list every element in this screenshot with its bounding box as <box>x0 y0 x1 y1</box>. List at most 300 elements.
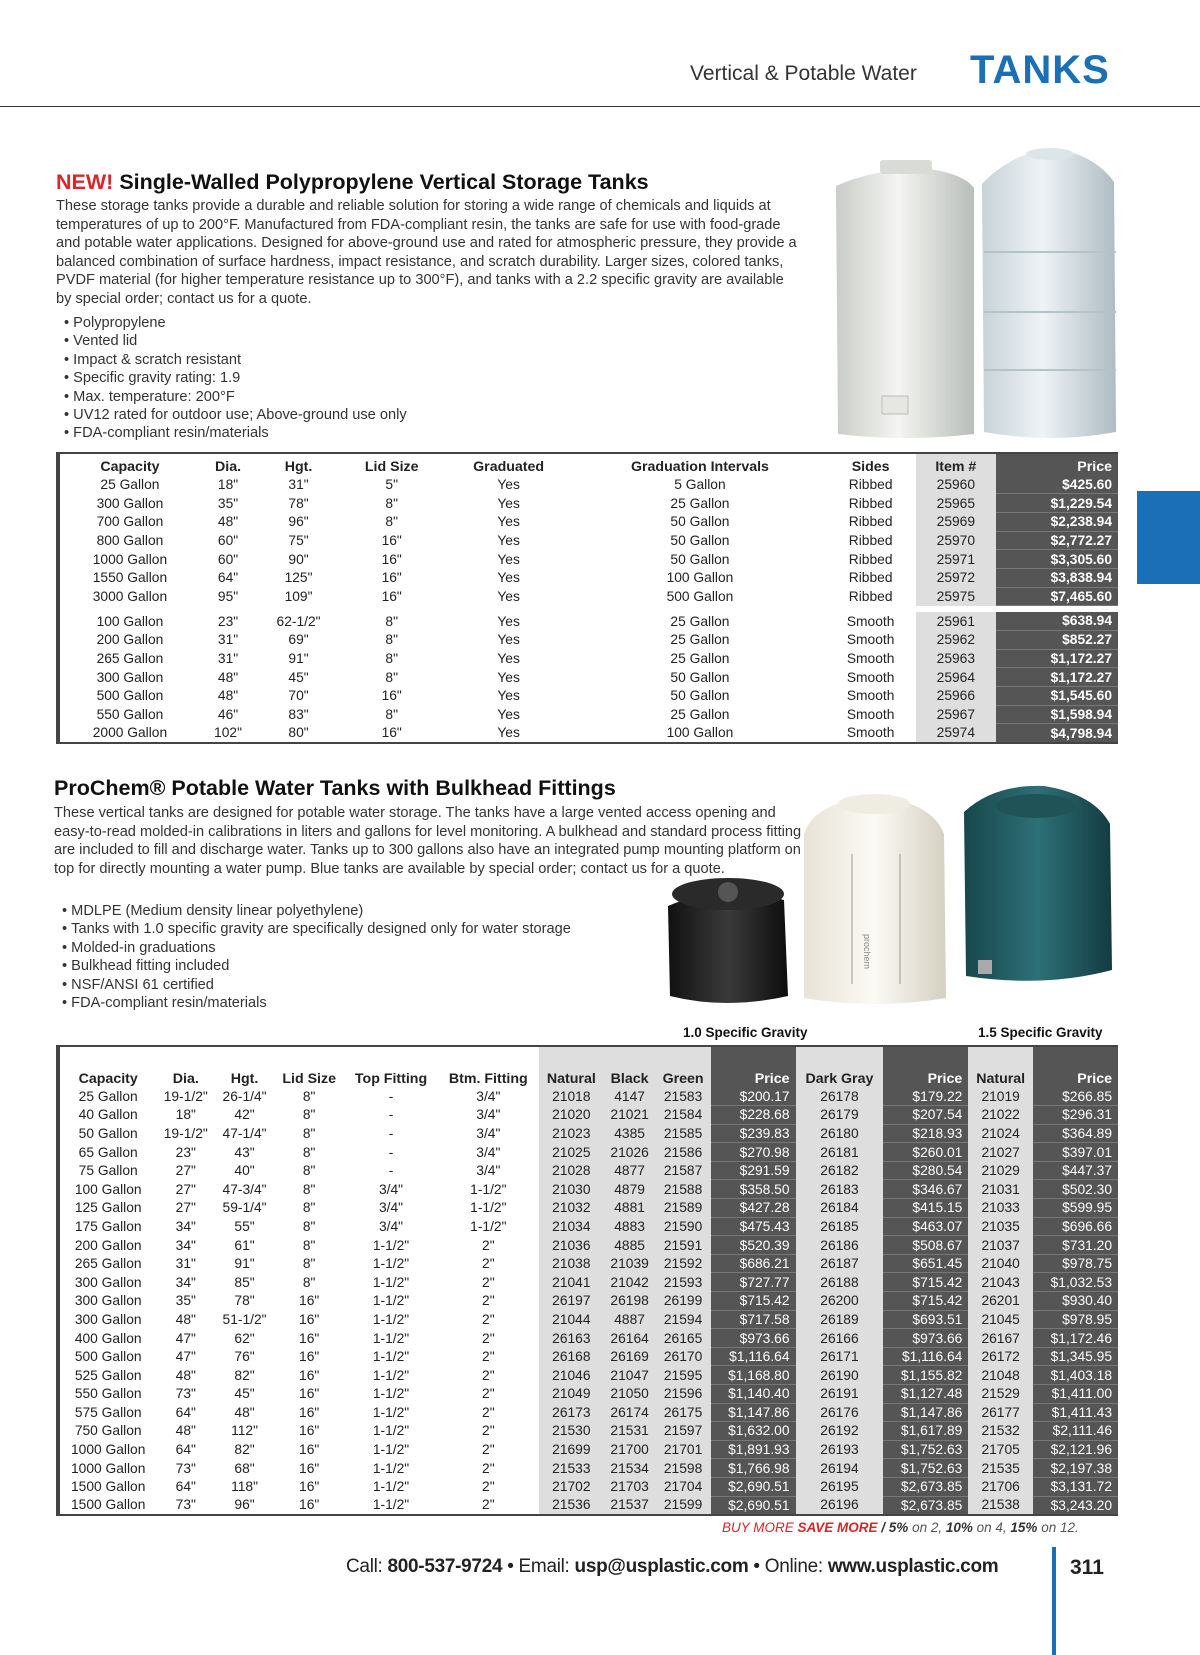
table-row <box>58 568 1118 587</box>
table-cell: 16" <box>381 532 402 548</box>
price-cell: $2,111.46 <box>1033 1422 1118 1441</box>
table-cell: 300 Gallon <box>58 1310 156 1329</box>
table-cell: 82" <box>234 1442 255 1458</box>
table-cell: 21028 <box>539 1161 604 1180</box>
call-label: Call: <box>346 1556 388 1577</box>
table-cell: 21533 <box>539 1459 604 1478</box>
column-header: Natural <box>968 1046 1033 1087</box>
table-cell: Smooth <box>846 669 895 685</box>
table-cell: 42" <box>234 1107 255 1123</box>
table-cell: 21537 <box>604 1496 656 1515</box>
table-cell: 25960 <box>916 475 995 494</box>
feature-item: • Vented lid <box>64 332 407 350</box>
price-cell: $3,131.72 <box>1033 1477 1118 1496</box>
contact-footer <box>346 1556 998 1578</box>
table-cell: 2" <box>482 1386 495 1402</box>
table-cell: 26197 <box>539 1292 604 1311</box>
table-cell: 23" <box>217 613 239 629</box>
table-cell: 40" <box>234 1163 255 1179</box>
table-cell: 2" <box>482 1237 495 1253</box>
table-cell: 47-3/4" <box>222 1181 267 1197</box>
price-cell: $7,465.60 <box>996 587 1118 606</box>
table-cell: 1-1/2" <box>372 1423 410 1439</box>
table-cell: 48" <box>175 1367 196 1383</box>
product-title-2: ProChem® Potable Water Tanks with Bulkhead Fittings <box>54 776 616 800</box>
table-cell: 1550 Gallon <box>58 568 200 587</box>
table-cell: 80" <box>288 725 309 741</box>
column-header: Graduation Intervals <box>630 459 769 475</box>
table-cell: 25965 <box>916 494 995 513</box>
table-cell: 2" <box>482 1460 495 1476</box>
table-row <box>58 1366 1118 1385</box>
table-cell: 2" <box>482 1349 495 1365</box>
table-row <box>58 1292 1118 1311</box>
table-cell: 16" <box>381 588 402 604</box>
table-cell: 26193 <box>796 1440 884 1459</box>
table-cell: 21027 <box>968 1143 1033 1162</box>
table-cell: Ribbed <box>848 532 893 548</box>
table-cell: 21033 <box>968 1199 1033 1218</box>
price-cell: $2,673.85 <box>883 1496 968 1515</box>
table-cell: 125" <box>284 570 313 586</box>
table-cell: 21021 <box>604 1106 656 1125</box>
table-cell: 48" <box>217 514 239 530</box>
table-cell: 1-1/2" <box>372 1293 410 1309</box>
discount-text-3: on 12. <box>1037 1520 1079 1535</box>
table-cell: 300 Gallon <box>58 1273 156 1292</box>
table-cell: 2" <box>482 1497 495 1513</box>
table-row <box>58 668 1118 687</box>
column-header: Price <box>711 1046 796 1087</box>
table-cell: 25974 <box>916 724 995 743</box>
table-cell: 61" <box>234 1237 255 1253</box>
table-cell: Yes <box>497 570 520 586</box>
table-cell: Smooth <box>846 632 895 648</box>
price-cell: $364.89 <box>1033 1124 1118 1143</box>
table-cell: - <box>388 1125 394 1141</box>
price-cell: $447.37 <box>1033 1161 1118 1180</box>
table-cell: 1-1/2" <box>372 1367 410 1383</box>
table-cell: 2" <box>482 1404 495 1420</box>
table-cell: 1-1/2" <box>372 1256 410 1272</box>
table-cell: 26182 <box>796 1161 884 1180</box>
column-header: Hgt. <box>284 459 313 475</box>
table-cell: Yes <box>497 725 520 741</box>
table-cell: 1-1/2" <box>372 1386 410 1402</box>
price-cell: $1,891.93 <box>711 1440 796 1459</box>
table-cell: Ribbed <box>848 476 893 492</box>
price-cell: $1,598.94 <box>996 705 1118 724</box>
table-cell: 83" <box>288 707 309 723</box>
table-row <box>58 649 1118 668</box>
column-header: Capacity <box>58 453 200 475</box>
table-cell: 21592 <box>656 1254 711 1273</box>
table-cell: 34" <box>175 1274 196 1290</box>
table-cell: 16" <box>299 1460 320 1476</box>
table-cell: 21599 <box>656 1496 711 1515</box>
price-cell: $1,229.54 <box>996 494 1118 513</box>
table-row <box>58 1236 1118 1255</box>
table-cell: Yes <box>497 551 520 567</box>
table-cell: 16" <box>381 725 402 741</box>
table-cell: 2000 Gallon <box>58 724 200 743</box>
table-cell: 118" <box>231 1479 258 1495</box>
table-cell: 25970 <box>916 531 995 550</box>
table-cell: 26172 <box>968 1347 1033 1366</box>
specific-gravity-label-2: 1.5 Specific Gravity <box>978 1025 1103 1040</box>
feature-item: • Max. temperature: 200°F <box>64 388 407 406</box>
table-cell: 25 Gallon <box>670 613 730 629</box>
product-description-1: These storage tanks provide a durable and reliable solution for storing a wide range of chemicals and liquids at temperatures of up to 200°F. Manufactured from FDA-compliant resin, the tanks are safe for use with food-grade and potable water applications. Designed for above-ground use and rated for atmospheric pressure, they provide a balanced combination of surface hardness, impact resistance, and scratch durability. Larger sizes, colored tanks, PVDF material (for higher temperature resistance up to 300°F), and tanks with a 2.2 specific gravity are available by special order; contact us for a quote. <box>56 198 797 307</box>
table-cell: 26168 <box>539 1347 604 1366</box>
table-cell: 400 Gallon <box>58 1329 156 1348</box>
table-cell: 26199 <box>656 1292 711 1311</box>
table-cell: 21025 <box>539 1143 604 1162</box>
price-cell: $179.22 <box>883 1087 968 1106</box>
table-cell: 3/4" <box>378 1181 404 1197</box>
price-cell: $1,116.64 <box>711 1347 796 1366</box>
table-cell: 51-1/2" <box>222 1311 267 1327</box>
table-cell: 8" <box>385 669 398 685</box>
table-cell: 21037 <box>968 1236 1033 1255</box>
table-cell: 50 Gallon <box>670 532 730 548</box>
table-cell: 26165 <box>656 1329 711 1348</box>
table-cell: 8" <box>385 613 398 629</box>
table-cell: 27" <box>175 1163 196 1179</box>
table-cell: 500 Gallon <box>58 687 200 706</box>
table-cell: 21704 <box>656 1477 711 1496</box>
new-tag: NEW! <box>56 170 114 194</box>
table-cell: Yes <box>497 669 520 685</box>
table-cell: 4883 <box>604 1217 656 1236</box>
table-cell: 31" <box>175 1256 196 1272</box>
table-cell: 21031 <box>968 1180 1033 1199</box>
table-cell: 16" <box>299 1349 320 1365</box>
table-cell: 26186 <box>796 1236 884 1255</box>
table-cell: 2" <box>482 1274 495 1290</box>
table-cell: 21702 <box>539 1477 604 1496</box>
table-row <box>58 1385 1118 1404</box>
phone-number[interactable]: 800-537-9724 <box>387 1556 503 1577</box>
price-cell: $200.17 <box>711 1087 796 1106</box>
table-cell: 64" <box>175 1404 196 1420</box>
table-cell: Smooth <box>846 725 895 741</box>
table-row <box>58 687 1118 706</box>
table-row <box>58 1496 1118 1515</box>
table-cell: 21024 <box>968 1124 1033 1143</box>
table-cell: 21593 <box>656 1273 711 1292</box>
column-header: Graduated <box>473 459 545 475</box>
table-cell: 21530 <box>539 1422 604 1441</box>
table-cell: 21705 <box>968 1440 1033 1459</box>
price-cell: $973.66 <box>711 1329 796 1348</box>
table-cell: 2" <box>482 1479 495 1495</box>
table-cell: 26184 <box>796 1199 884 1218</box>
table-cell: 50 Gallon <box>58 1124 156 1143</box>
table-cell: 47" <box>175 1330 196 1346</box>
table-cell: 2" <box>482 1311 495 1327</box>
email-link[interactable]: usp@usplastic.com <box>574 1556 749 1577</box>
price-cell: $239.83 <box>711 1124 796 1143</box>
table-cell: Yes <box>497 651 520 667</box>
feature-list-1 <box>64 314 407 443</box>
table-cell: 45" <box>234 1386 255 1402</box>
section-title: TANKS <box>970 48 1110 92</box>
table-cell: 48" <box>175 1423 196 1439</box>
table-cell: 21536 <box>539 1496 604 1515</box>
table-row <box>58 1124 1118 1143</box>
column-header: Green <box>656 1046 711 1087</box>
discount-5: 5% <box>888 1520 909 1535</box>
table-cell: 26194 <box>796 1459 884 1478</box>
price-cell: $425.60 <box>996 475 1118 494</box>
table-cell: 21049 <box>539 1385 604 1404</box>
table-cell: 60" <box>217 551 239 567</box>
email-label: • Email: <box>502 1556 575 1577</box>
table-cell: 25964 <box>916 668 995 687</box>
table-cell: 800 Gallon <box>58 531 200 550</box>
table-cell: 21598 <box>656 1459 711 1478</box>
table-cell: 8" <box>302 1237 316 1253</box>
table-cell: 1-1/2" <box>470 1181 507 1197</box>
table-cell: 47-1/4" <box>222 1125 267 1141</box>
price-cell: $397.01 <box>1033 1143 1118 1162</box>
section-subtitle: Vertical & Potable Water <box>690 62 917 85</box>
table-cell: 21032 <box>539 1199 604 1218</box>
table-cell: 26179 <box>796 1106 884 1125</box>
table-cell: 25971 <box>916 550 995 569</box>
table-cell: 21022 <box>968 1106 1033 1125</box>
table-cell: 48" <box>175 1311 196 1327</box>
price-cell: $1,127.48 <box>883 1385 968 1404</box>
table-cell: 34" <box>175 1218 196 1234</box>
table-cell: 26-1/4" <box>222 1088 267 1104</box>
save-more-text: SAVE MORE <box>797 1520 878 1535</box>
table-cell: 2" <box>482 1423 495 1439</box>
table-cell: 21019 <box>968 1087 1033 1106</box>
table-row <box>58 1143 1118 1162</box>
table-cell: 3/4" <box>476 1125 501 1141</box>
price-cell: $291.59 <box>711 1161 796 1180</box>
feature-item: • Tanks with 1.0 specific gravity are specifically designed only for water storage <box>62 920 571 938</box>
table-cell: 95" <box>217 588 239 604</box>
price-cell: $1,345.95 <box>1033 1347 1118 1366</box>
price-cell: $1,168.80 <box>711 1366 796 1385</box>
table-cell: 16" <box>381 688 402 704</box>
table-cell: 21039 <box>604 1254 656 1273</box>
table-cell: 25963 <box>916 649 995 668</box>
table-row <box>58 512 1118 531</box>
table-cell: 73" <box>175 1497 196 1513</box>
table-cell: 3/4" <box>476 1144 501 1160</box>
table-cell: 21597 <box>656 1422 711 1441</box>
column-header: Price <box>883 1046 968 1087</box>
table-cell: 59-1/4" <box>222 1200 267 1216</box>
table-cell: 50 Gallon <box>670 514 730 530</box>
feature-item: • Molded-in graduations <box>62 939 571 957</box>
table-cell: 100 Gallon <box>58 612 200 631</box>
table-cell: 96" <box>288 514 309 530</box>
table-cell: 550 Gallon <box>58 705 200 724</box>
table-cell: 8" <box>385 514 398 530</box>
table-cell: 300 Gallon <box>58 494 200 513</box>
table-cell: 40 Gallon <box>58 1106 156 1125</box>
column-header: Hgt. <box>230 1071 259 1087</box>
specific-gravity-label-1: 1.0 Specific Gravity <box>683 1025 808 1040</box>
table-cell: - <box>388 1088 394 1104</box>
table-cell: 27" <box>175 1200 196 1216</box>
price-cell: $463.07 <box>883 1217 968 1236</box>
price-cell: $3,838.94 <box>996 568 1118 587</box>
price-cell: $2,690.51 <box>711 1496 796 1515</box>
table-cell: 8" <box>302 1200 316 1216</box>
price-cell: $270.98 <box>711 1143 796 1162</box>
table-cell: 3/4" <box>476 1088 501 1104</box>
product-title-1 <box>56 170 649 195</box>
table-cell: 25967 <box>916 705 995 724</box>
table-cell: 500 Gallon <box>58 1347 156 1366</box>
table-cell: 26171 <box>796 1347 884 1366</box>
table-cell: 26201 <box>968 1292 1033 1311</box>
column-header: Natural <box>539 1046 604 1087</box>
price-cell: $2,121.96 <box>1033 1440 1118 1459</box>
table-cell: 21529 <box>968 1385 1033 1404</box>
table-cell: 500 Gallon <box>666 588 734 604</box>
price-cell: $2,772.27 <box>996 531 1118 550</box>
table-cell: 34" <box>175 1237 196 1253</box>
table-cell: 3/4" <box>378 1200 404 1216</box>
table-cell: 23" <box>175 1144 196 1160</box>
table-cell: 21535 <box>968 1459 1033 1478</box>
price-cell: $1,752.63 <box>883 1459 968 1478</box>
table-cell: 21703 <box>604 1477 656 1496</box>
table-cell: 200 Gallon <box>58 631 200 650</box>
table-cell: Ribbed <box>848 588 893 604</box>
table-cell: 21047 <box>604 1366 656 1385</box>
table-cell: Yes <box>497 532 520 548</box>
table-cell: 21026 <box>604 1143 656 1162</box>
table-cell: 26185 <box>796 1217 884 1236</box>
price-cell: $1,155.82 <box>883 1366 968 1385</box>
table-cell: 26176 <box>796 1403 884 1422</box>
table-cell: 35" <box>217 495 239 511</box>
table-row <box>58 1422 1118 1441</box>
table-cell: 26200 <box>796 1292 884 1311</box>
table-cell: 21538 <box>968 1496 1033 1515</box>
table-cell: 25 Gallon <box>58 1087 156 1106</box>
feature-item: • UV12 rated for outdoor use; Above-ground use only <box>64 406 407 424</box>
table-cell: 25962 <box>916 631 995 650</box>
table-cell: 26187 <box>796 1254 884 1273</box>
table-cell: 2" <box>482 1442 495 1458</box>
price-cell: $1,617.89 <box>883 1422 968 1441</box>
website-link[interactable]: www.usplastic.com <box>827 1556 999 1577</box>
table-cell: 1500 Gallon <box>58 1477 156 1496</box>
table-cell: 75" <box>288 532 309 548</box>
table-cell: 26174 <box>604 1403 656 1422</box>
table-cell: 18" <box>175 1107 196 1123</box>
table-cell: 26164 <box>604 1329 656 1348</box>
price-cell: $731.20 <box>1033 1236 1118 1255</box>
table-cell: 19-1/2" <box>163 1125 208 1141</box>
table-cell: 21045 <box>968 1310 1033 1329</box>
table-cell: Yes <box>497 632 520 648</box>
table-cell: 18" <box>217 476 239 492</box>
table-cell: 85" <box>234 1274 255 1290</box>
table-cell: Yes <box>497 476 520 492</box>
table-cell: 8" <box>385 495 398 511</box>
discount-10: 10% <box>945 1520 973 1535</box>
table-row <box>58 724 1118 743</box>
table-cell: 550 Gallon <box>58 1385 156 1404</box>
table-cell: 8" <box>385 707 398 723</box>
table-cell: 21023 <box>539 1124 604 1143</box>
table-cell: 4385 <box>604 1124 656 1143</box>
feature-item: • Polypropylene <box>64 314 407 332</box>
price-cell: $427.28 <box>711 1199 796 1218</box>
table-cell: 3/4" <box>476 1107 501 1123</box>
price-cell: $3,305.60 <box>996 550 1118 569</box>
table-cell: 26167 <box>968 1329 1033 1348</box>
table-cell: 26198 <box>604 1292 656 1311</box>
table-cell: 16" <box>381 570 402 586</box>
price-cell: $715.42 <box>883 1273 968 1292</box>
table-cell: 21701 <box>656 1440 711 1459</box>
table-cell: 91" <box>288 651 309 667</box>
table-cell: 45" <box>288 669 309 685</box>
discount-text-1: on 2, <box>908 1520 946 1535</box>
column-header: Dia. <box>172 1071 199 1087</box>
table-cell: Smooth <box>846 688 895 704</box>
table-cell: 1-1/2" <box>372 1404 410 1420</box>
table-cell: 21700 <box>604 1440 656 1459</box>
table-cell: 26183 <box>796 1180 884 1199</box>
column-header: Sides <box>851 459 890 475</box>
feature-item: • Impact & scratch resistant <box>64 351 407 369</box>
table-cell: 125 Gallon <box>58 1199 156 1218</box>
table-cell: 27" <box>175 1181 196 1197</box>
table-cell: 750 Gallon <box>58 1422 156 1441</box>
table-row <box>58 612 1118 631</box>
table-cell: 16" <box>299 1423 320 1439</box>
table-cell: 21036 <box>539 1236 604 1255</box>
price-cell: $296.31 <box>1033 1106 1118 1125</box>
table-cell: 69" <box>288 632 309 648</box>
table-cell: 25972 <box>916 568 995 587</box>
table-cell: 21531 <box>604 1422 656 1441</box>
table-cell: 4887 <box>604 1310 656 1329</box>
table-cell: 21532 <box>968 1422 1033 1441</box>
table-row <box>58 550 1118 569</box>
table-cell: 26163 <box>539 1329 604 1348</box>
table-cell: 90" <box>288 551 309 567</box>
table-row <box>58 1347 1118 1366</box>
price-cell: $266.85 <box>1033 1087 1118 1106</box>
table-cell: 21040 <box>968 1254 1033 1273</box>
price-cell: $2,690.51 <box>711 1477 796 1496</box>
online-label: • Online: <box>748 1556 828 1577</box>
table-cell: 1-1/2" <box>372 1330 410 1346</box>
table-cell: 1-1/2" <box>372 1237 410 1253</box>
table-cell: 8" <box>302 1144 316 1160</box>
table-cell: 16" <box>299 1479 320 1495</box>
table-cell: 8" <box>302 1274 316 1290</box>
table-cell: - <box>388 1107 394 1123</box>
table-cell: 3000 Gallon <box>58 587 200 606</box>
table-cell: 1-1/2" <box>372 1479 410 1495</box>
table-cell: Ribbed <box>848 570 893 586</box>
table-row <box>58 475 1118 494</box>
